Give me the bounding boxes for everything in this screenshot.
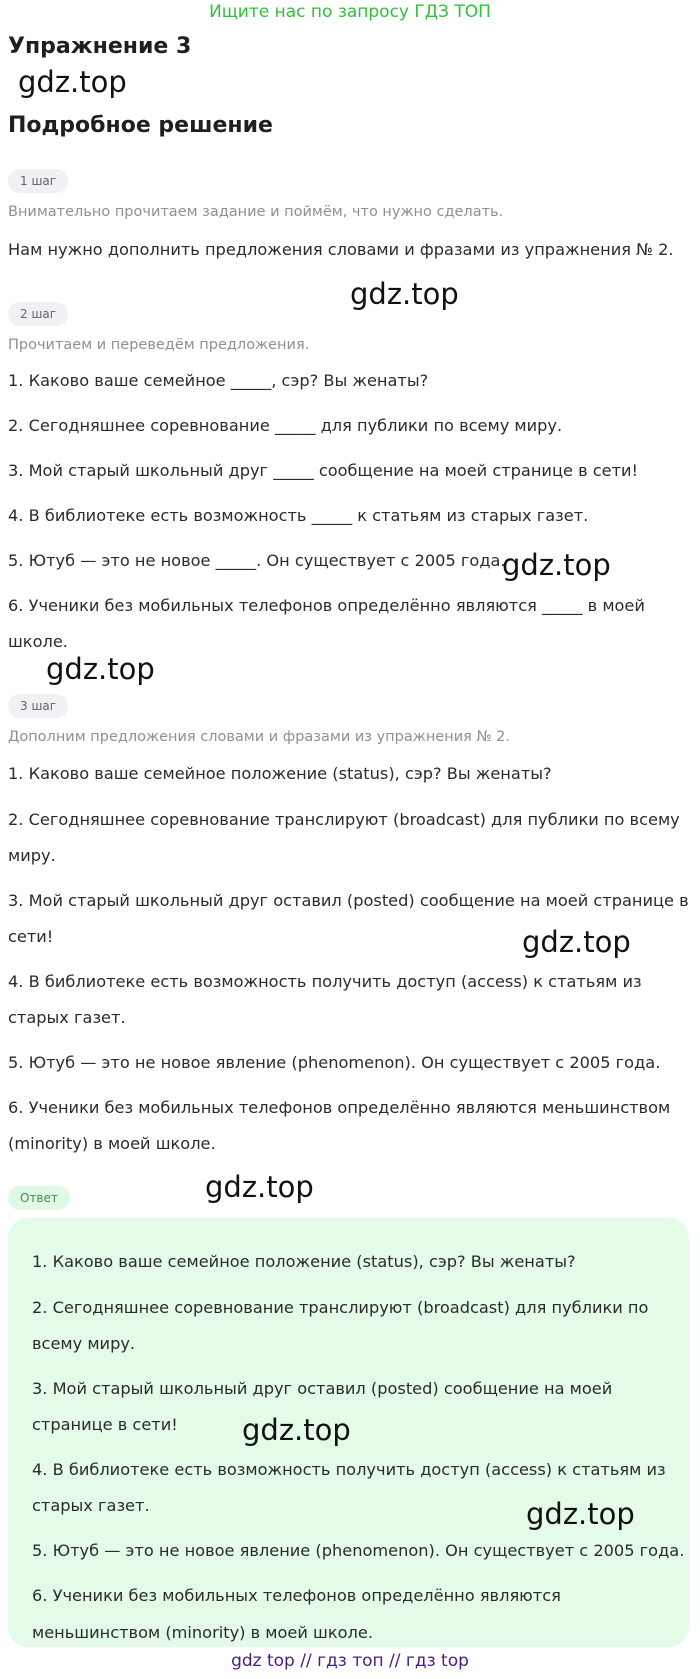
step-1-badge: 1 шаг bbox=[8, 169, 68, 193]
answer-line: 5. Ютуб — это не новое явление (phenomenon). Он существует с 2005 года. bbox=[32, 1541, 685, 1560]
answer-line: странице в сети! bbox=[32, 1415, 178, 1434]
list-item: 3. Мой старый школьный друг оставил (posted) сообщение на моей странице в bbox=[8, 891, 689, 910]
list-item: 2. Сегодняшнее соревнование транслируют (broadcast) для публики по всему bbox=[8, 810, 680, 829]
list-item: школе. bbox=[8, 632, 68, 651]
answer-line: старых газет. bbox=[32, 1496, 150, 1515]
answer-line: 3. Мой старый школьный друг оставил (posted) сообщение на моей bbox=[32, 1379, 613, 1398]
watermark: gdz.top bbox=[205, 1170, 314, 1204]
watermark: gdz.top bbox=[46, 652, 155, 686]
answer-badge: Ответ bbox=[8, 1186, 70, 1210]
list-item: 3. Мой старый школьный друг _____ сообщение на моей странице в сети! bbox=[8, 461, 639, 480]
answer-line: меньшинством (minority) в моей школе. bbox=[32, 1623, 373, 1642]
list-item: 5. Ютуб — это не новое явление (phenomenon). Он существует с 2005 года. bbox=[8, 1053, 661, 1072]
step-2-badge: 2 шаг bbox=[8, 302, 68, 326]
list-item: 6. Ученики без мобильных телефонов определённо являются меньшинством bbox=[8, 1098, 671, 1117]
footer-links: gdz top // гдз топ // гдз top bbox=[231, 1651, 469, 1671]
watermark: gdz.top bbox=[502, 548, 611, 582]
section-title: Подробное решение bbox=[8, 113, 273, 138]
list-item: сети! bbox=[8, 927, 54, 946]
list-item: 4. В библиотеке есть возможность получить доступ (access) к статьям из bbox=[8, 972, 642, 991]
list-item: 2. Сегодняшнее соревнование _____ для публики по всему миру. bbox=[8, 416, 563, 435]
search-banner: Ищите нас по запросу ГДЗ ТОП bbox=[209, 2, 491, 22]
watermark: gdz.top bbox=[242, 1413, 351, 1447]
step-2-hint: Прочитаем и переведём предложения. bbox=[8, 337, 310, 353]
list-item: 6. Ученики без мобильных телефонов определённо являются _____ в моей bbox=[8, 596, 645, 615]
watermark: gdz.top bbox=[522, 925, 631, 959]
list-item: миру. bbox=[8, 846, 56, 865]
answer-line: 1. Каково ваше семейное положение (status), сэр? Вы женаты? bbox=[32, 1252, 576, 1271]
list-item: 1. Каково ваше семейное положение (status), сэр? Вы женаты? bbox=[8, 764, 552, 783]
step-3-hint: Дополним предложения словами и фразами из упражнения № 2. bbox=[8, 729, 510, 745]
answer-line: 2. Сегодняшнее соревнование транслируют (broadcast) для публики по bbox=[32, 1298, 649, 1317]
answer-line: 6. Ученики без мобильных телефонов определённо являются bbox=[32, 1586, 561, 1605]
list-item: 5. Ютуб — это не новое _____. Он существует с 2005 года. bbox=[8, 551, 506, 570]
step-3-badge: 3 шаг bbox=[8, 694, 68, 718]
answer-line: 4. В библиотеке есть возможность получить доступ (access) к статьям из bbox=[32, 1460, 666, 1479]
watermark: gdz.top bbox=[350, 277, 459, 311]
list-item: (minority) в моей школе. bbox=[8, 1134, 216, 1153]
list-item: 4. В библиотеке есть возможность _____ к статьям из старых газет. bbox=[8, 506, 589, 525]
step-1-hint: Внимательно прочитаем задание и поймём, что нужно сделать. bbox=[8, 204, 504, 220]
watermark: gdz.top bbox=[526, 1497, 635, 1531]
list-item: старых газет. bbox=[8, 1008, 126, 1027]
list-item: 1. Каково ваше семейное _____, сэр? Вы женаты? bbox=[8, 371, 429, 390]
step-1-text: Нам нужно дополнить предложения словами и фразами из упражнения № 2. bbox=[8, 240, 674, 259]
answer-line: всему миру. bbox=[32, 1334, 136, 1353]
watermark: gdz.top bbox=[18, 65, 127, 99]
exercise-title: Упражнение 3 bbox=[8, 34, 192, 59]
